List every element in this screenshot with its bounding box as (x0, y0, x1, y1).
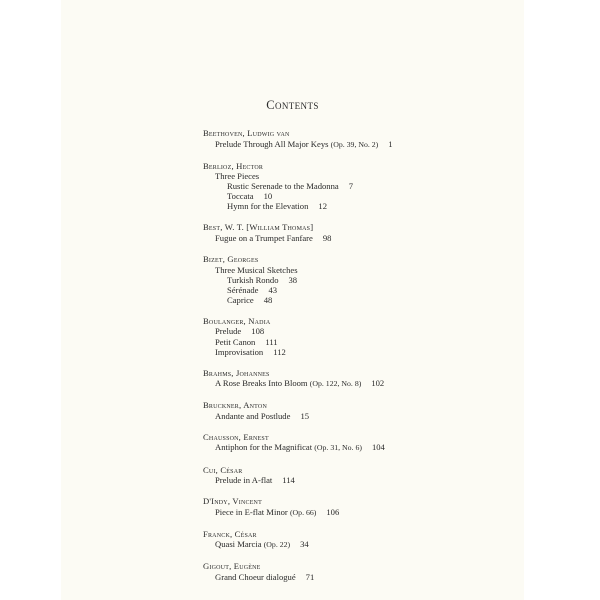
composer-entry (203, 432, 523, 454)
opus-number: (Op. 66) (289, 507, 317, 517)
work-item (203, 191, 523, 201)
opus-number: (Op. 39, No. 2) (330, 139, 379, 149)
work-title: Fugue on a Trumpet Fanfare (215, 232, 313, 243)
composer-entry (203, 128, 523, 150)
work-item (203, 337, 523, 347)
page-number: 1 (388, 138, 393, 149)
work-item (203, 201, 523, 211)
page-number: 106 (326, 506, 340, 517)
page-number: 112 (273, 346, 286, 357)
composer-entry (203, 368, 523, 390)
work-title: Prelude in A-flat (215, 475, 273, 485)
composer-name: Berlioz, Hector (203, 160, 264, 171)
composer-entry (203, 400, 523, 421)
opus-number: (Op. 22) (263, 540, 291, 550)
composer-name: Gigout, Eugène (203, 561, 261, 572)
work-item (203, 411, 523, 421)
work-title: Grand Choeur dialogué (215, 571, 296, 582)
work-item (203, 347, 523, 357)
work-title: Caprice (227, 294, 254, 305)
page-number: 98 (322, 232, 332, 243)
composer-entry (203, 529, 523, 551)
composer-entry (203, 254, 523, 305)
work-title: Toccata (227, 191, 254, 202)
page-number: 38 (288, 274, 298, 285)
work-title: Petit Canon (215, 336, 256, 347)
page-number: 102 (371, 378, 385, 389)
composer-name: D'Indy, Vincent (203, 496, 262, 507)
composer-name: Boulanger, Nadia (203, 315, 271, 326)
work-item (203, 181, 523, 191)
composer-name: Franck, César (203, 528, 257, 539)
work-title: Antiphon for the Magnificat (215, 442, 313, 453)
page-title: Contents (266, 98, 319, 112)
opus-number: (Op. 31, No. 6) (314, 443, 362, 453)
work-item (203, 285, 523, 295)
contents-list (203, 128, 523, 593)
composer-name: Cui, César (203, 464, 243, 475)
composer-name: Brahms, Johannes (203, 367, 270, 378)
work-item (203, 507, 523, 518)
composer-entry (203, 161, 523, 212)
work-group-title: Three Pieces (215, 171, 260, 182)
work-title: Improvisation (215, 346, 264, 357)
page-number: 104 (371, 442, 385, 453)
work-item (203, 572, 523, 582)
work-title: Sérénade (227, 284, 259, 295)
composer-entry (203, 561, 523, 582)
book-page (61, 0, 524, 600)
page-number: 111 (265, 336, 278, 347)
composer-name: Chausson, Ernest (203, 431, 269, 442)
work-item (203, 442, 523, 453)
work-title: Turkish Rondo (227, 274, 279, 285)
page-number: 71 (305, 571, 315, 582)
page-number: 108 (251, 326, 265, 337)
work-group-title: Three Musical Sketches (215, 264, 298, 275)
page-number: 43 (268, 284, 278, 295)
composer-entry (203, 496, 523, 518)
work-item (203, 378, 523, 389)
work-title: A Rose Breaks Into Bloom (215, 378, 308, 389)
composer-name: Bizet, Georges (203, 254, 259, 265)
work-item (203, 326, 523, 336)
composer-name: Bruckner, Anton (203, 400, 267, 411)
page-number: 10 (263, 191, 273, 202)
work-item (203, 295, 523, 305)
work-title: Prelude Through All Major Keys (215, 138, 329, 149)
work-title: Prelude (215, 326, 242, 337)
work-title: Quasi Marcia (215, 539, 262, 550)
work-title: Rustic Serenade to the Madonna (227, 181, 339, 192)
composer-entry (203, 465, 523, 486)
composer-entry (203, 222, 523, 243)
work-item (203, 539, 523, 550)
opus-number: (Op. 122, No. 8) (309, 379, 362, 389)
composer-name: Best, W. T. [William Thomas] (203, 222, 314, 233)
work-item (203, 233, 523, 243)
page-number: 7 (348, 181, 353, 192)
page-number: 114 (282, 475, 295, 485)
composer-entry (203, 316, 523, 357)
work-item (203, 275, 523, 285)
work-item (203, 475, 523, 485)
work-item (203, 139, 523, 150)
page-number: 34 (300, 539, 309, 550)
composer-name: Beethoven, Ludwig van (203, 128, 290, 138)
work-title: Hymn for the Elevation (227, 201, 309, 212)
page-number: 48 (263, 294, 273, 305)
work-title: Piece in E-flat Minor (215, 506, 288, 517)
page-number: 12 (318, 201, 327, 212)
page-number: 15 (300, 410, 310, 421)
work-title: Andante and Postlude (215, 410, 291, 421)
